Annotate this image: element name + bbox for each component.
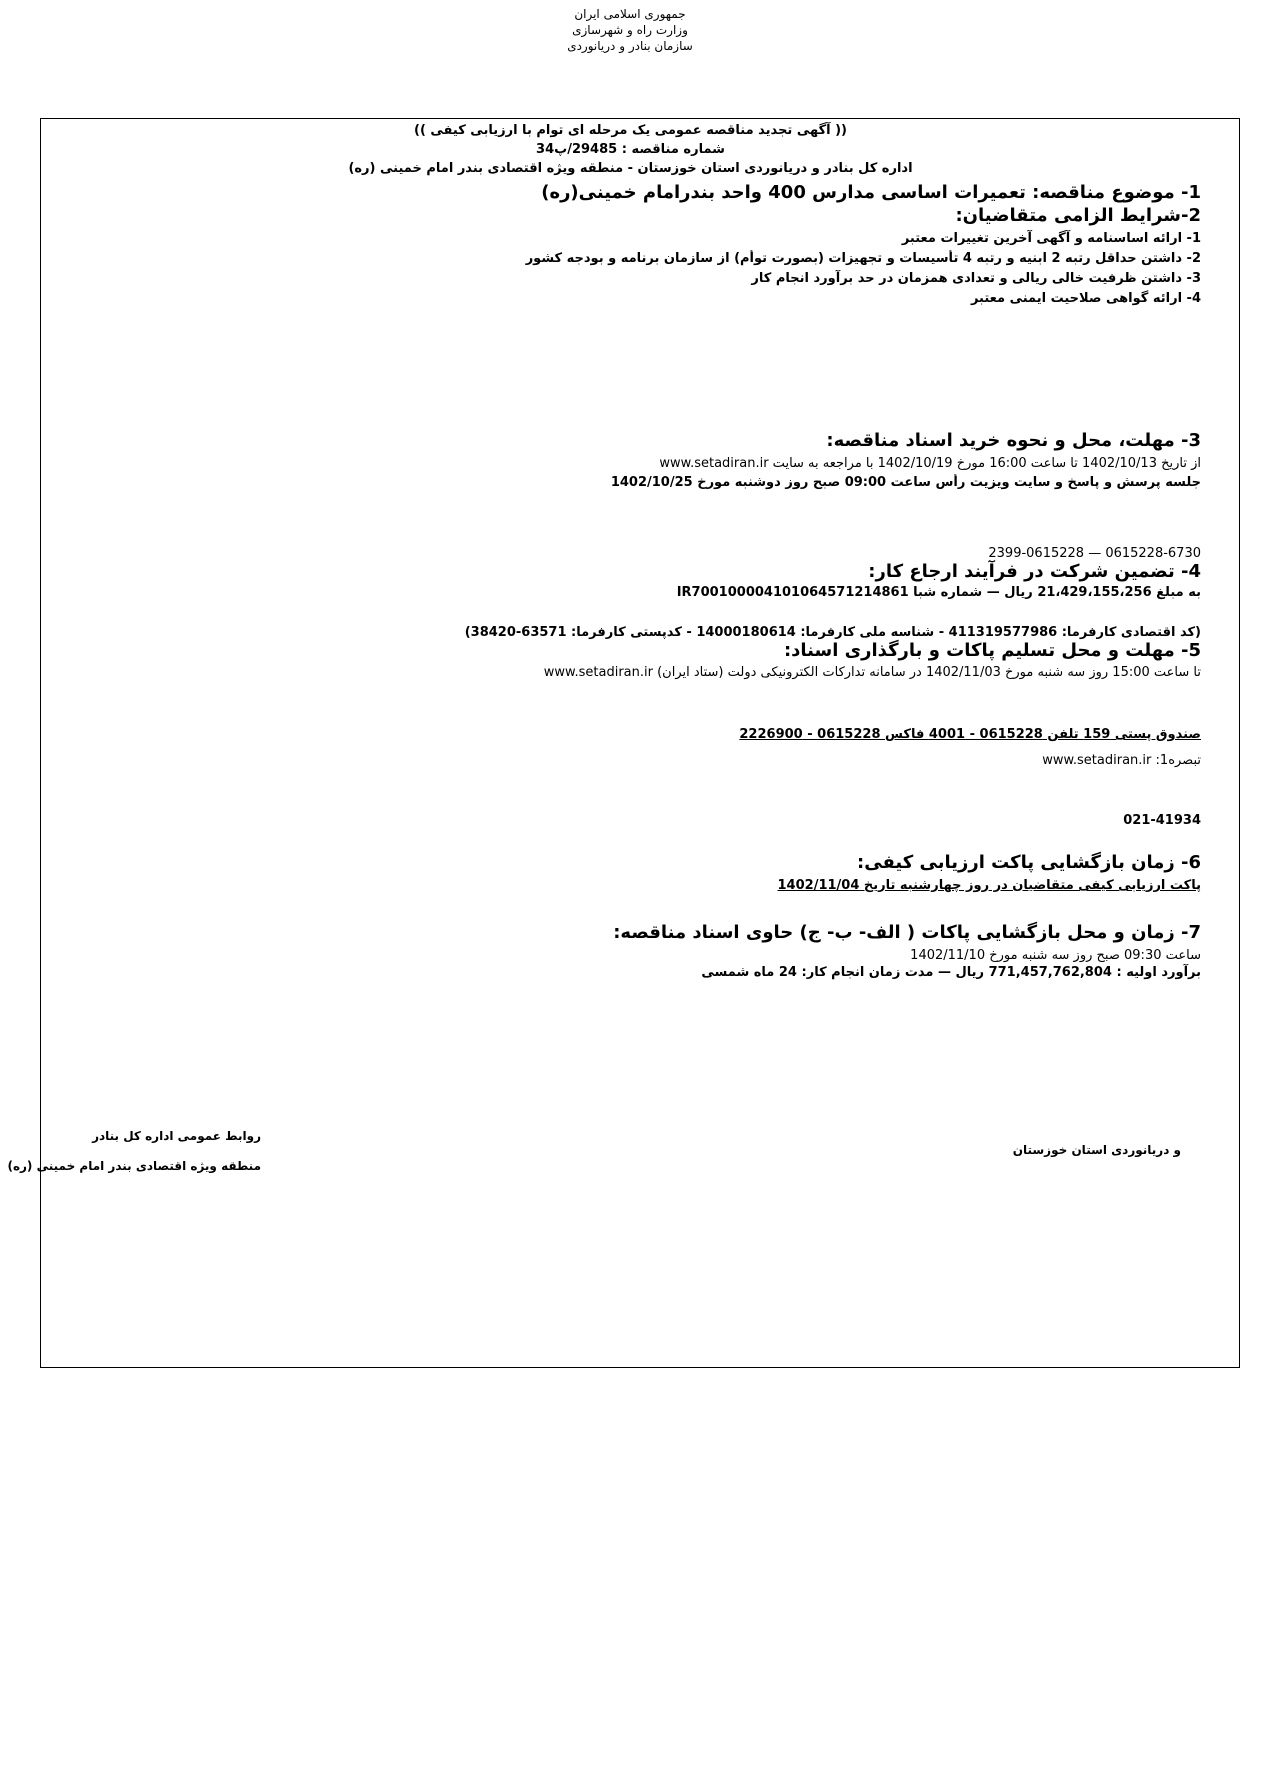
- section-6-text: پاکت ارزیابی کیفی متقاضیان در روز چهارشنبه تاریخ 1402/11/04: [777, 878, 1201, 893]
- section-2-heading: 2-شرایط الزامی متقاضیان:: [955, 205, 1201, 226]
- section-5-phone: 021-41934: [1123, 813, 1201, 828]
- section-1-subject: 1- موضوع مناقصه: تعمیرات اساسی مدارس 400 واحد بندرامام خمینی(ره): [541, 182, 1201, 203]
- requirement-item: 2- داشتن حداقل رتبه 2 ابنیه و رتبه 4 تأسیسات و تجهیزات (بصورت توأم) از سازمان برنامه و بودجه کشور: [525, 251, 1201, 266]
- footer-signature: منطقه ویژه اقتصادی بندر امام خمینی (ره): [7, 1159, 261, 1173]
- section-5-text: تا ساعت 15:00 روز سه شنبه مورخ 1402/11/03 در سامانه تدارکات الکترونیکی دولت (ستاد ایران) www.setadiran.ir: [543, 665, 1201, 680]
- requirement-item: 4- ارائه گواهی صلاحیت ایمنی معتبر: [970, 291, 1201, 306]
- tender-number: شماره مناقصه : 29485/پ34: [536, 142, 725, 157]
- letterhead-line: جمهوری اسلامی ایران: [574, 7, 686, 21]
- letterhead-line: سازمان بنادر و دریانوردی: [567, 39, 693, 53]
- section-5-heading: 5- مهلت و محل تسلیم پاکات و بارگذاری اسناد:: [783, 640, 1201, 661]
- section-7-heading: 7- زمان و محل بازگشایی پاکات ( الف- ب- ج) حاوی اسناد مناقصه:: [613, 922, 1201, 943]
- announcement-title: (( آگهی تجدید مناقصه عمومی یک مرحله ای توام با ارزیابی کیفی )): [414, 123, 847, 138]
- section-4-heading: 4- تضمین شرکت در فرآیند ارجاع کار:: [868, 561, 1201, 582]
- section-5-note-1: تبصره1: www.setadiran.ir: [1042, 753, 1201, 768]
- requirement-item: 1- ارائه اساسنامه و آگهی آخرین تغییرات معتبر: [901, 231, 1201, 246]
- letterhead-line: وزارت راه و شهرسازی: [572, 23, 688, 37]
- letterhead: [430, 6, 830, 54]
- section-6-heading: 6- زمان بازگشایی پاکت ارزیابی کیفی:: [857, 852, 1201, 873]
- footer-signature: روابط عمومی اداره کل بنادر: [92, 1129, 261, 1143]
- section-7-estimate: برآورد اولیه : 771,457,762,804 ریال — مدت زمان انجام کار: 24 ماه شمسی: [701, 965, 1201, 980]
- footer-signature: و دریانوردی استان خوزستان: [1012, 1143, 1181, 1157]
- section-3-meeting: جلسه پرسش و پاسخ و سایت ویزیت رأس ساعت 09:00 صبح روز دوشنبه مورخ 1402/10/25: [610, 475, 1201, 490]
- section-4-text: به مبلغ 21،429،155،256 ریال — شماره شبا IR700100004101064571214861: [676, 585, 1201, 600]
- section-3-text: از تاریخ 1402/10/13 تا ساعت 16:00 مورخ 1402/10/19 با مراجعه به سایت www.setadiran.ir: [659, 456, 1201, 471]
- section-7-text: ساعت 09:30 صبح روز سه شنبه مورخ 1402/11/10: [910, 948, 1201, 963]
- organization-line: اداره کل بنادر و دریانوردی استان خوزستان - منطقه ویژه اقتصادی بندر امام خمینی (ره): [348, 161, 913, 176]
- section-5-contact: صندوق پستی 159 تلفن 0615228 - 4001 فاکس 0615228 - 2226900: [739, 727, 1201, 742]
- section-4-codes: (کد اقتصادی کارفرما: 411319577986 - شناسه ملی کارفرما: 14000180614 - کدپستی کارفرما: 63571-38420): [464, 625, 1201, 640]
- section-3-phones: 0615228-6730 — 2399-0615228: [988, 546, 1201, 561]
- section-3-heading: 3- مهلت، محل و نحوه خرید اسناد مناقصه:: [826, 430, 1201, 451]
- requirement-item: 3- داشتن ظرفیت خالی ریالی و تعدادی همزمان در حد برآورد انجام کار: [751, 271, 1201, 286]
